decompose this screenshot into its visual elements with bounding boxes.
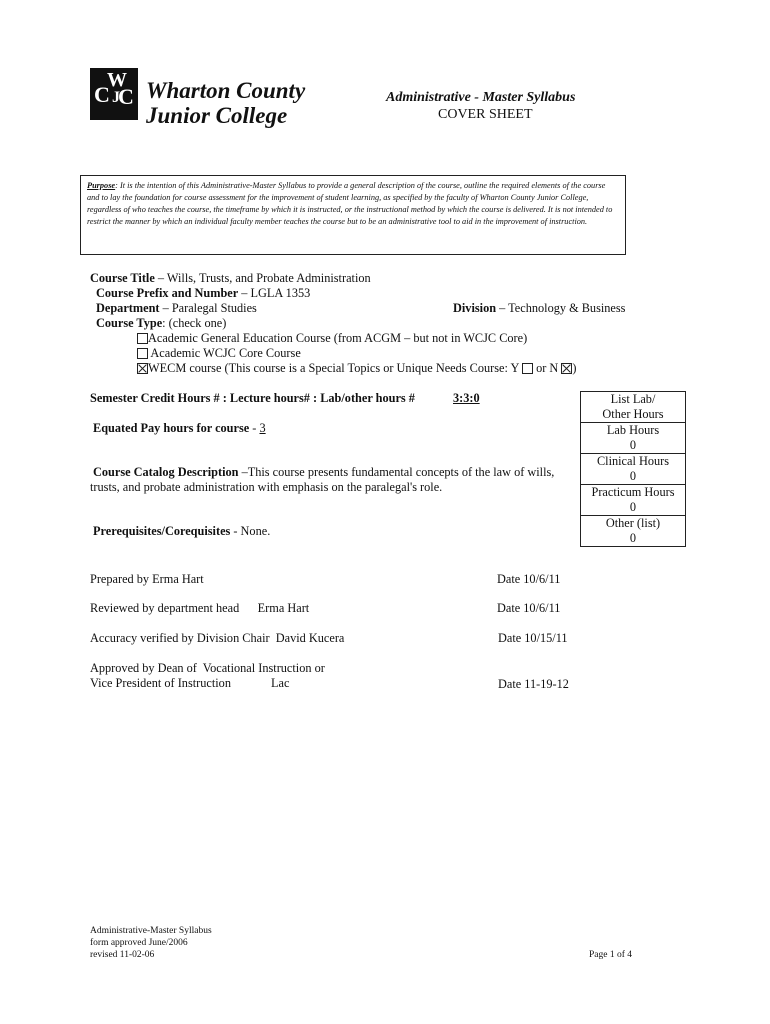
course-title-label: Course Title bbox=[90, 271, 155, 285]
lab-hours-label: Lab Hours bbox=[606, 423, 660, 437]
prereq-line bbox=[93, 524, 270, 539]
course-type-label: Course Type bbox=[96, 316, 163, 330]
college-logo bbox=[90, 68, 138, 120]
division-value: – Technology & Business bbox=[496, 301, 626, 315]
logo-letter-c1: C bbox=[94, 82, 110, 107]
hours-cell-lab bbox=[581, 423, 686, 454]
logo-letter-c2: C bbox=[118, 84, 134, 109]
hours-row-list-lab bbox=[581, 392, 686, 423]
course-title-line bbox=[90, 271, 371, 286]
division-label: Division bbox=[453, 301, 497, 315]
special-or-label: or N bbox=[533, 361, 559, 375]
course-prefix-value: – LGLA 1353 bbox=[238, 286, 311, 300]
prereq-value: - None. bbox=[230, 524, 271, 538]
hours-cell-other bbox=[581, 516, 686, 547]
course-type-option-acgm[interactable] bbox=[137, 331, 527, 346]
special-n-checkbox[interactable] bbox=[561, 363, 572, 374]
other-hours-value: 0 bbox=[629, 531, 637, 545]
purpose-box bbox=[80, 175, 626, 255]
hours-cell-practicum bbox=[581, 485, 686, 516]
purpose-text: : It is the intention of this Administrative-Master Syllabus to provide a general description of the course, outline the required elements of the course and to lay the foundation for course assessment for the improvement of student learning, as specified by the faculty of Wharton County Junior College, regardless of who teaches the course, the timeframe by which it is instructed, or the instructional method by which the course is delivered. It is not intended to restrict the manner by which an individual faculty member teaches the course but to be an administrative tool to aid in the improvement of instruction. bbox=[87, 181, 613, 226]
catalog-text-1: –This course presents fundamental concepts of the law of wills, bbox=[238, 465, 555, 479]
hours-row-practicum bbox=[581, 485, 686, 516]
reviewed-by: Reviewed by department head Erma Hart bbox=[90, 601, 310, 615]
acgm-checkbox[interactable] bbox=[137, 333, 148, 344]
prepared-date: Date 10/6/11 bbox=[497, 572, 561, 586]
division-line bbox=[453, 301, 625, 316]
wecm-label: WECM course (This course is a Special Topics or Unique Needs Course: Y bbox=[148, 361, 519, 375]
page-number: Page 1 of 4 bbox=[589, 950, 633, 960]
equated-pay-label: Equated Pay hours for course bbox=[93, 421, 250, 435]
verified-by: Accuracy verified by Division Chair David Kucera bbox=[90, 631, 345, 645]
course-type-option-wecm[interactable] bbox=[137, 361, 576, 376]
verified-date: Date 10/15/11 bbox=[498, 631, 568, 645]
hours-cell-clinical bbox=[581, 454, 686, 485]
course-type-value: : (check one) bbox=[162, 316, 227, 330]
footer-info bbox=[90, 925, 212, 961]
hours-row-other bbox=[581, 516, 686, 547]
core-checkbox[interactable] bbox=[137, 348, 148, 359]
acgm-label: Academic General Education Course (from ACGM – but not in WCJC Core) bbox=[148, 331, 528, 345]
course-prefix-line bbox=[96, 286, 310, 301]
course-type-line bbox=[96, 316, 226, 331]
department-label: Department bbox=[96, 301, 160, 315]
equated-pay-sep: - bbox=[249, 421, 260, 435]
college-name-line1: Wharton County bbox=[146, 78, 306, 103]
college-name-line2: Junior College bbox=[146, 103, 288, 128]
other-hours-label: Other (list) bbox=[605, 516, 661, 530]
department-value: – Paralegal Studies bbox=[159, 301, 257, 315]
footer-line1: Administrative-Master Syllabus bbox=[90, 926, 212, 936]
logo-letter-w: W bbox=[107, 69, 127, 91]
catalog-label: Course Catalog Description bbox=[93, 465, 239, 479]
footer-line2: form approved June/2006 bbox=[90, 938, 188, 948]
reviewed-date: Date 10/6/11 bbox=[497, 601, 561, 615]
purpose-label: Purpose bbox=[87, 181, 116, 190]
document-subtitle: COVER SHEET bbox=[438, 107, 533, 122]
practicum-hours-label: Practicum Hours bbox=[591, 485, 675, 499]
special-y-checkbox[interactable] bbox=[522, 363, 533, 374]
wecm-checkbox[interactable] bbox=[137, 363, 148, 374]
semester-hours-label: Semester Credit Hours # : Lecture hours# : Lab/other hours # bbox=[90, 391, 415, 405]
college-name bbox=[146, 78, 305, 128]
dean-line2: Vice President of Instruction bbox=[90, 676, 231, 690]
course-prefix-label: Course Prefix and Number bbox=[96, 286, 239, 300]
course-title-value: – Wills, Trusts, and Probate Administration bbox=[154, 271, 371, 285]
special-close: ) bbox=[572, 361, 577, 375]
lab-hours-value: 0 bbox=[629, 438, 637, 452]
catalog-line2: trusts, and probate administration with emphasis on the paralegal's role. bbox=[90, 480, 443, 494]
prepared-by: Prepared by Erma Hart bbox=[90, 572, 204, 586]
list-lab-line2: Other Hours bbox=[602, 407, 664, 421]
logo-letter-j: J bbox=[112, 89, 120, 106]
hours-table bbox=[580, 391, 686, 547]
practicum-hours-value: 0 bbox=[629, 500, 637, 514]
catalog-line1 bbox=[93, 465, 554, 480]
footer-line3: revised 11-02-06 bbox=[90, 950, 155, 960]
equated-pay-value: 3 bbox=[259, 421, 266, 435]
hours-row-clinical bbox=[581, 454, 686, 485]
hours-row-lab bbox=[581, 423, 686, 454]
dean-signer: Lac bbox=[271, 676, 290, 690]
list-lab-line1: List Lab/ bbox=[610, 392, 656, 406]
course-type-option-core[interactable] bbox=[137, 346, 301, 361]
equated-pay-line bbox=[93, 421, 266, 436]
document-title: Administrative - Master Syllabus bbox=[386, 90, 576, 105]
semester-hours-value: 3:3:0 bbox=[453, 391, 480, 405]
clinical-hours-label: Clinical Hours bbox=[596, 454, 670, 468]
department-line bbox=[96, 301, 257, 316]
dean-date: Date 11-19-12 bbox=[498, 677, 569, 691]
hours-cell-list-lab bbox=[581, 392, 686, 423]
core-label: Academic WCJC Core Course bbox=[148, 346, 301, 360]
prereq-label: Prerequisites/Corequisites bbox=[93, 524, 231, 538]
clinical-hours-value: 0 bbox=[629, 469, 637, 483]
dean-line1: Approved by Dean of Vocational Instruction or bbox=[90, 661, 325, 675]
